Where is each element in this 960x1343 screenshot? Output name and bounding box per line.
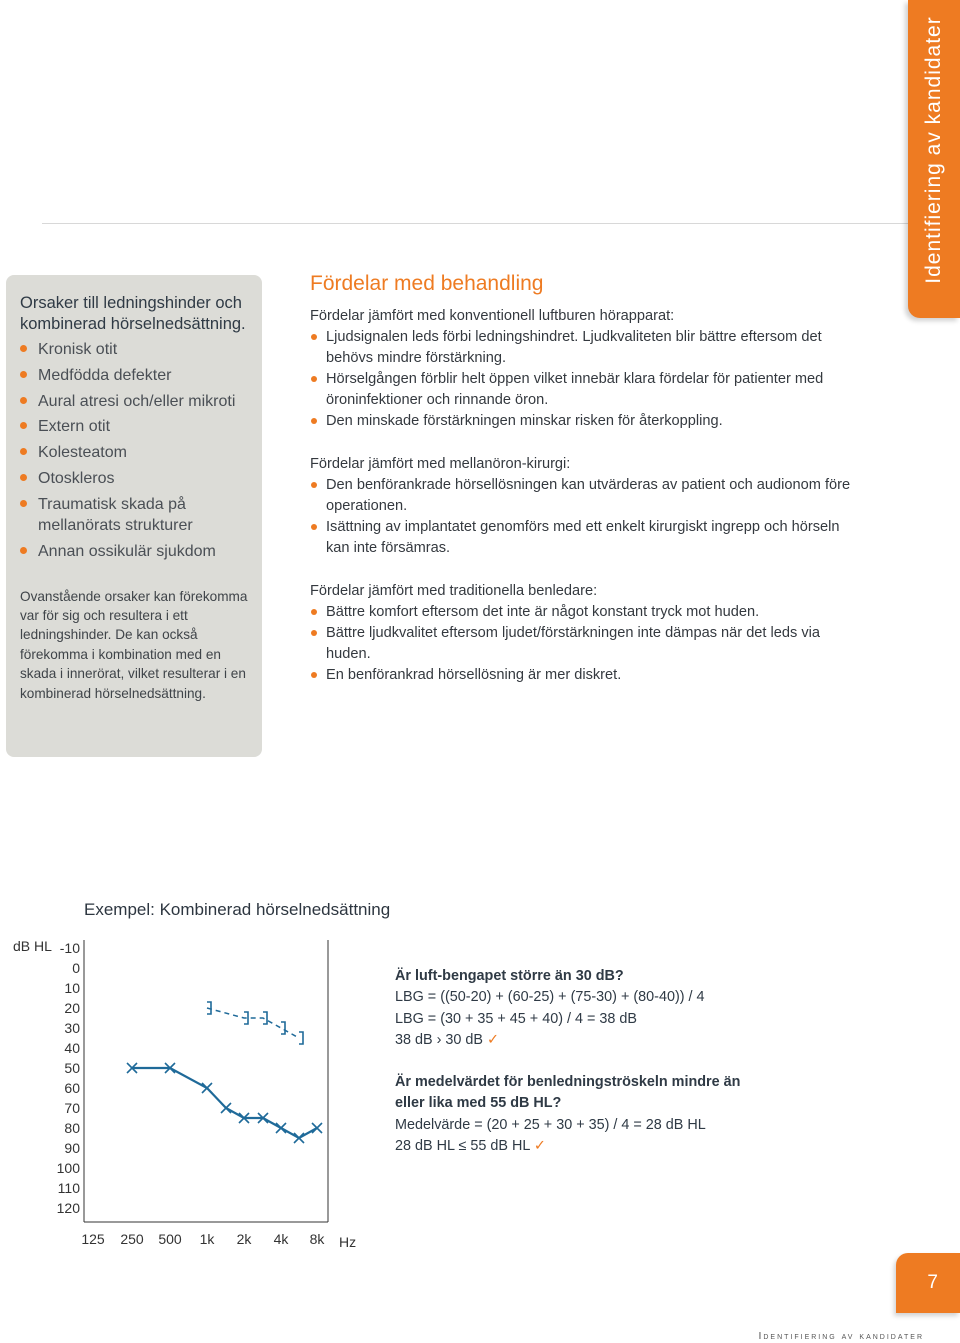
list-item: Traumatisk skada på mellanörats strukturer: [20, 494, 248, 536]
x-tick-label: 125: [81, 1231, 105, 1247]
air-conduction-marker: [202, 1083, 212, 1093]
question-bone-threshold: Är medelvärdet för benledningströskeln mindre än eller lika med 55 dB HL?: [395, 1074, 741, 1112]
sidebar-heading: Orsaker till ledningshinder och kombinerad hörselnedsättning.: [20, 294, 246, 333]
calc-line: 38 dB › 30 dB: [395, 1031, 484, 1048]
block-intro: Fördelar jämfört med mellanöron-kirurgi:: [310, 456, 571, 472]
air-conduction-marker: [221, 1103, 231, 1113]
list-item: Hörselgången förblir helt öppen vilket innebär klara fördelar för patienter med öroninfektioner och rinnande öron.: [310, 369, 855, 411]
list-item: Annan ossikulär sjukdom: [20, 541, 248, 562]
air-conduction-marker: [276, 1123, 286, 1133]
list-item: Bättre komfort eftersom det inte är något konstant tryck mot huden.: [310, 602, 855, 623]
question-air-bone-gap: Är luft-bengapet större än 30 dB?: [395, 968, 624, 984]
y-tick-label: 60: [64, 1080, 80, 1096]
calc-result: [395, 1136, 755, 1157]
air-conduction-line: [132, 1068, 317, 1138]
y-tick-label: 120: [56, 1200, 80, 1216]
calculation-text: [395, 966, 755, 1157]
air-conduction-marker: [294, 1133, 304, 1143]
x-tick-label: 1k: [199, 1231, 215, 1247]
x-tick-label: 2k: [236, 1231, 252, 1247]
y-tick-label: 0: [72, 960, 80, 976]
section-tab-label: Identifiering av kandidater: [922, 16, 945, 284]
list-item: Extern otit: [20, 416, 248, 437]
x-unit-label: Hz: [339, 1234, 357, 1250]
y-tick-label: 70: [64, 1100, 80, 1116]
page-number: 7: [927, 1272, 938, 1293]
y-tick-label: 90: [64, 1140, 80, 1156]
check-icon: ✓: [533, 1138, 546, 1155]
calc-line: LBG = ((50-20) + (60-25) + (75-30) + (80-40)) / 4: [395, 989, 705, 1006]
example-title: Exempel: Kombinerad hörselnedsättning: [84, 900, 391, 919]
y-axis-label: dB HL: [13, 938, 52, 954]
y-tick-label: -10: [59, 940, 80, 956]
bone-conduction-marker: [281, 1022, 285, 1034]
calc-line: LBG = (30 + 35 + 45 + 40) / 4 = 38 dB: [395, 1010, 638, 1027]
list-item: Den benförankrade hörsellösningen kan utvärderas av patient och audionom före operationen.: [310, 475, 855, 517]
list-item: En benförankrad hörsellösning är mer diskret.: [310, 665, 855, 686]
page-number-tab: [896, 1253, 960, 1313]
y-tick-label: 10: [64, 980, 80, 996]
y-tick-label: 50: [64, 1060, 80, 1076]
y-tick-label: 20: [64, 1000, 80, 1016]
y-tick-label: 110: [57, 1180, 80, 1196]
list-item: Otoskleros: [20, 468, 248, 489]
x-tick-label: 250: [120, 1231, 144, 1247]
plot-layer: [127, 1002, 322, 1143]
x-tick-label: 4k: [273, 1231, 289, 1247]
list-item: Ljudsignalen leds förbi ledningshindret. Ljudkvaliteten blir bättre eftersom det behövs mindre förstärkning.: [310, 327, 855, 369]
footer-running-title: Identifiering av kandidater: [758, 1330, 924, 1342]
x-tick-label: 500: [158, 1231, 182, 1247]
list-item: Kolesteatom: [20, 442, 248, 463]
calc-line: 28 dB HL ≤ 55 dB HL: [395, 1138, 530, 1155]
sidebar-note: Ovanstående orsaker kan förekomma var för sig och resultera i ett ledningshinder. De kan också förekomma i kombination med en skada i innerörat, vilket resulterar i en kombinerad hörselnedsättning.: [20, 588, 248, 701]
page-title: Fördelar med behandling: [310, 272, 544, 295]
check-icon: ✓: [487, 1031, 500, 1048]
list-item: Isättning av implantatet genomförs med ett enkelt kirurgiskt ingrepp och hörseln kan inte försämras.: [310, 517, 855, 559]
y-tick-label: 30: [64, 1020, 80, 1036]
air-conduction-marker: [312, 1123, 322, 1133]
block-intro: Fördelar jämfört med traditionella benledare:: [310, 583, 598, 599]
block-intro: Fördelar jämfört med konventionell luftburen hörapparat:: [310, 308, 675, 324]
list-item: Den minskade förstärkningen minskar risken för återkoppling.: [310, 411, 855, 432]
x-tick-labels: [75, 1231, 335, 1253]
y-tick-label: 80: [64, 1120, 80, 1136]
x-tick-label: 8k: [309, 1231, 325, 1247]
calc-line: Medelvärde = (20 + 25 + 30 + 35) / 4 = 28 dB HL: [395, 1116, 706, 1133]
y-tick-label: 100: [56, 1160, 80, 1176]
calc-result: [395, 1030, 755, 1051]
list-item: Medfödda defekter: [20, 365, 248, 386]
y-tick-label: 40: [64, 1040, 80, 1056]
bone-conduction-marker: [299, 1032, 303, 1044]
list-item: Bättre ljudkvalitet eftersom ljudet/förstärkningen inte dämpas när det leds via huden.: [310, 623, 855, 665]
list-item: Kronisk otit: [20, 339, 248, 360]
list-item: Aural atresi och/eller mikroti: [20, 391, 248, 412]
